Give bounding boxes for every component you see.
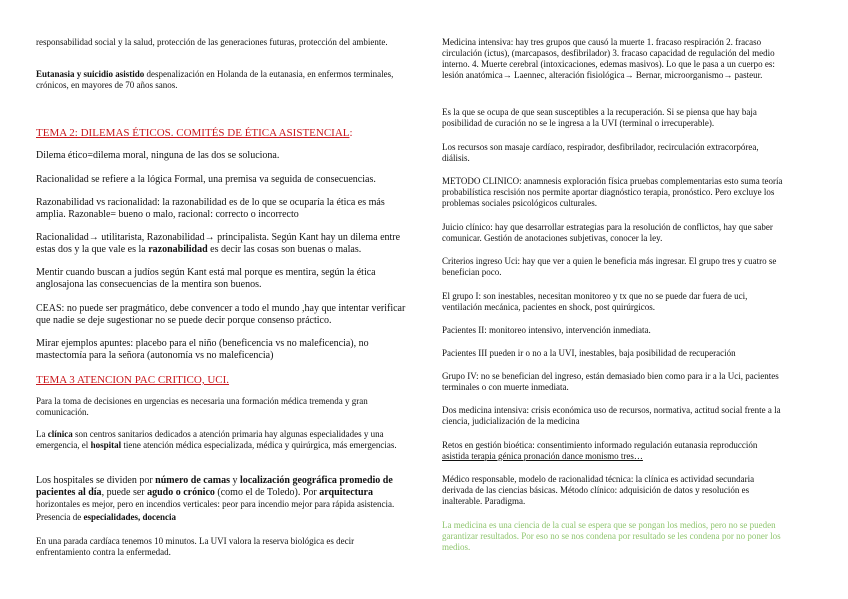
paragraph-text: es decir las cosas son buenas o malas. <box>207 244 362 256</box>
heading-text: TEMA 2: DILEMAS ÉTICOS. COMITÉS DE ÉTICA ASISTENCIAL <box>36 127 350 139</box>
bold-term: clínica <box>47 429 73 439</box>
paragraph-racionalidad: Racionalidad se refiere a la lógica Formal, una premisa va seguida de consecuencias. <box>36 174 376 185</box>
heading-tema-2 <box>36 127 353 140</box>
heading-colon: : <box>349 127 353 139</box>
paragraph-razonabilidad: Razonabilidad vs racionalidad: la razonabilidad es de lo que se ocuparía la ética es más amplia. Razonable= bueno o malo, racional: correcto o incorrecto <box>36 197 385 221</box>
paragraph-grupo-1: El grupo I: son inestables, necesitan monitoreo y tx que no se puede dar fuera de uci, ventilación mecánica, pacientes en shock, post quirúrgicos. <box>442 291 748 312</box>
paragraph-text: son centros sanitarios dedicados a atención primaria hay algunas especialidades y una emergencia, el <box>36 429 384 450</box>
paragraph-recuperacion: Es la que se ocupa de que sean susceptibles a la recuperación. Si se piensa que hay baja posibilidad de curación no se le ingresa a la UVI (terminal o irrecuperable). <box>442 107 757 128</box>
bold-term: razonabilidad <box>148 244 208 256</box>
paragraph-parada: En una parada cardíaca tenemos 10 minutos. La UVI valora la reserva biológica es decir enfrentamiento contra la enfermedad. <box>36 536 355 557</box>
paragraph-juicio-clinico: Juicio clínico: hay que desarrollar estrategias para la resolución de conflictos, hay que saber comunicar. Gestión de anotaciones subjetivas, conocer la ley. <box>442 222 773 243</box>
heading-tema-3: TEMA 3 ATENCION PAC CRITICO, UCI. <box>36 374 230 386</box>
paragraph-clinica <box>36 429 408 451</box>
paragraph-medicina-intensiva: Medicina intensiva: hay tres grupos que causó la muerte 1. fracaso respiración 2. fracaso circulación (ictus), (marcapasos, desfibrilador) 3. fracaso capacidad de regulación del medio interno. 4. Muerte cerebral (intoxicaciones, edemas masivos). Lo que le pasa a un cuerpo es: lesión anatómica→ Laennec, alteración fisiológica→ Bernar, microorganismo→ pasteur. <box>442 37 775 80</box>
paragraph-hospitales <box>36 475 408 524</box>
paragraph-mentir: Mentir cuando buscan a judíos según Kant está mal porque es mentira, según la ética anglosajona las consecuencias de la mentira son buenos. <box>36 267 376 291</box>
bold-term: agudo o crónico <box>147 487 215 499</box>
paragraph-recursos: Los recursos son masaje cardíaco, respirador, desfibrilador, recirculación extracorpórea, diálisis. <box>442 142 759 163</box>
paragraph-ejemplos: Mirar ejemplos apuntes: placebo para el niño (beneficencia vs no maleficencia), no mastectomía para la señora (autonomía vs no maleficencia) <box>36 338 369 362</box>
paragraph-text: horizontales es mejor, pero en incendios verticales: peor para incendio mejor para rápida asistencia. Presencia de <box>36 499 395 522</box>
paragraph-dos-medicina: Dos medicina intensiva: crisis económica uso de recursos, normativa, actitud social frente a la ciencia, judicialización de la medicina <box>442 405 781 426</box>
paragraph-urgencias: Para la toma de decisiones en urgencias es necesaria una formación médica tremenda y gran comunicación. <box>36 396 368 417</box>
paragraph-kant <box>36 232 408 256</box>
paragraph-ceas: CEAS: no puede ser pragmático, debe convencer a todo el mundo ,hay que intentar verificar que nadie se deje sugestionar no se puede decir porque consenso práctico. <box>36 303 406 327</box>
paragraph-text: Los hospitales se dividen por <box>36 475 156 486</box>
paragraph-retos <box>442 440 757 462</box>
paragraph-pacientes-3: Pacientes III pueden ir o no a la UVI, inestables, baja posibilidad de recuperación <box>442 348 736 358</box>
paragraph-pacientes-2: Pacientes II: monitoreo intensivo, intervención inmediata. <box>442 325 651 335</box>
bold-term: especialidades, docencia <box>83 511 176 522</box>
paragraph-text: Racionalidad→ utilitarista, Razonabilidad→ principalista. Según Kant hay un dilema entre estas dos y la que vale es la <box>36 232 401 256</box>
bold-term: arquitectura <box>319 487 373 499</box>
paragraph-euthanasia <box>36 69 408 91</box>
paragraph-text: La <box>36 429 48 439</box>
paragraph-faded-note: La medicina es una ciencia de la cual se espera que se pongan los medios, pero no se pueden garantizar resultados. Por eso no se nos condena por resultado se les condena por no poner los medios. <box>442 520 781 552</box>
paragraph-grupo-4: Grupo IV: no se benefician del ingreso, están demasiado bien como para ir a la Uci, pacientes terminales o con muerte inmediata. <box>442 371 779 392</box>
paragraph-text: tiene atención médica especializada, médica y quirúrgica, más emergencias. <box>121 439 397 450</box>
paragraph-metodo-clinico: METODO CLINICO: anamnesis exploración física pruebas complementarias esto suma teoría probabilística rescisión nos permite aportar diagnóstico terapia, pronóstico. Pero excluye los problemas sociales psicológicos culturales. <box>442 176 783 208</box>
paragraph-medico-responsable: Médico responsable, modelo de racionalidad técnica: la clínica es actividad secundaria derivada de las ciencias básicas. Método clínico: adquisición de datos y resolución es inalterable. Paradigma. <box>442 474 755 506</box>
paragraph-text: despenalización en Holanda de la eutanasia, en enfermos terminales, crónicos, en mayores de 70 años sanos. <box>36 69 394 90</box>
bold-term: número de camas <box>155 475 230 486</box>
bold-term: localización geográfica promedio de pacientes al día <box>36 475 393 499</box>
paragraph-text: (como el de Toledo). Por <box>214 487 320 499</box>
paragraph-line-underlined: asistida terapia génica pronación dance monismo tres… <box>442 450 643 461</box>
paragraph-dilema: Dilema ético=dilema moral, ninguna de las dos se soluciona. <box>36 150 280 161</box>
bold-term: Eutanasia y suicidio asistido <box>36 69 145 79</box>
paragraph-intro: responsabilidad social y la salud, protección de las generaciones futuras, protección del ambiente. <box>36 37 388 47</box>
paragraph-line: Retos en gestión bioética: consentimiento informado regulación eutanasia reproducción <box>442 440 758 450</box>
bold-term: hospital <box>90 439 122 450</box>
paragraph-criterios: Criterios ingreso Uci: hay que ver a quien le beneficia más ingresar. El grupo tres y cuatro se benefician poco. <box>442 256 777 277</box>
paragraph-text: y <box>229 475 240 486</box>
paragraph-text: , puede ser <box>101 487 148 499</box>
